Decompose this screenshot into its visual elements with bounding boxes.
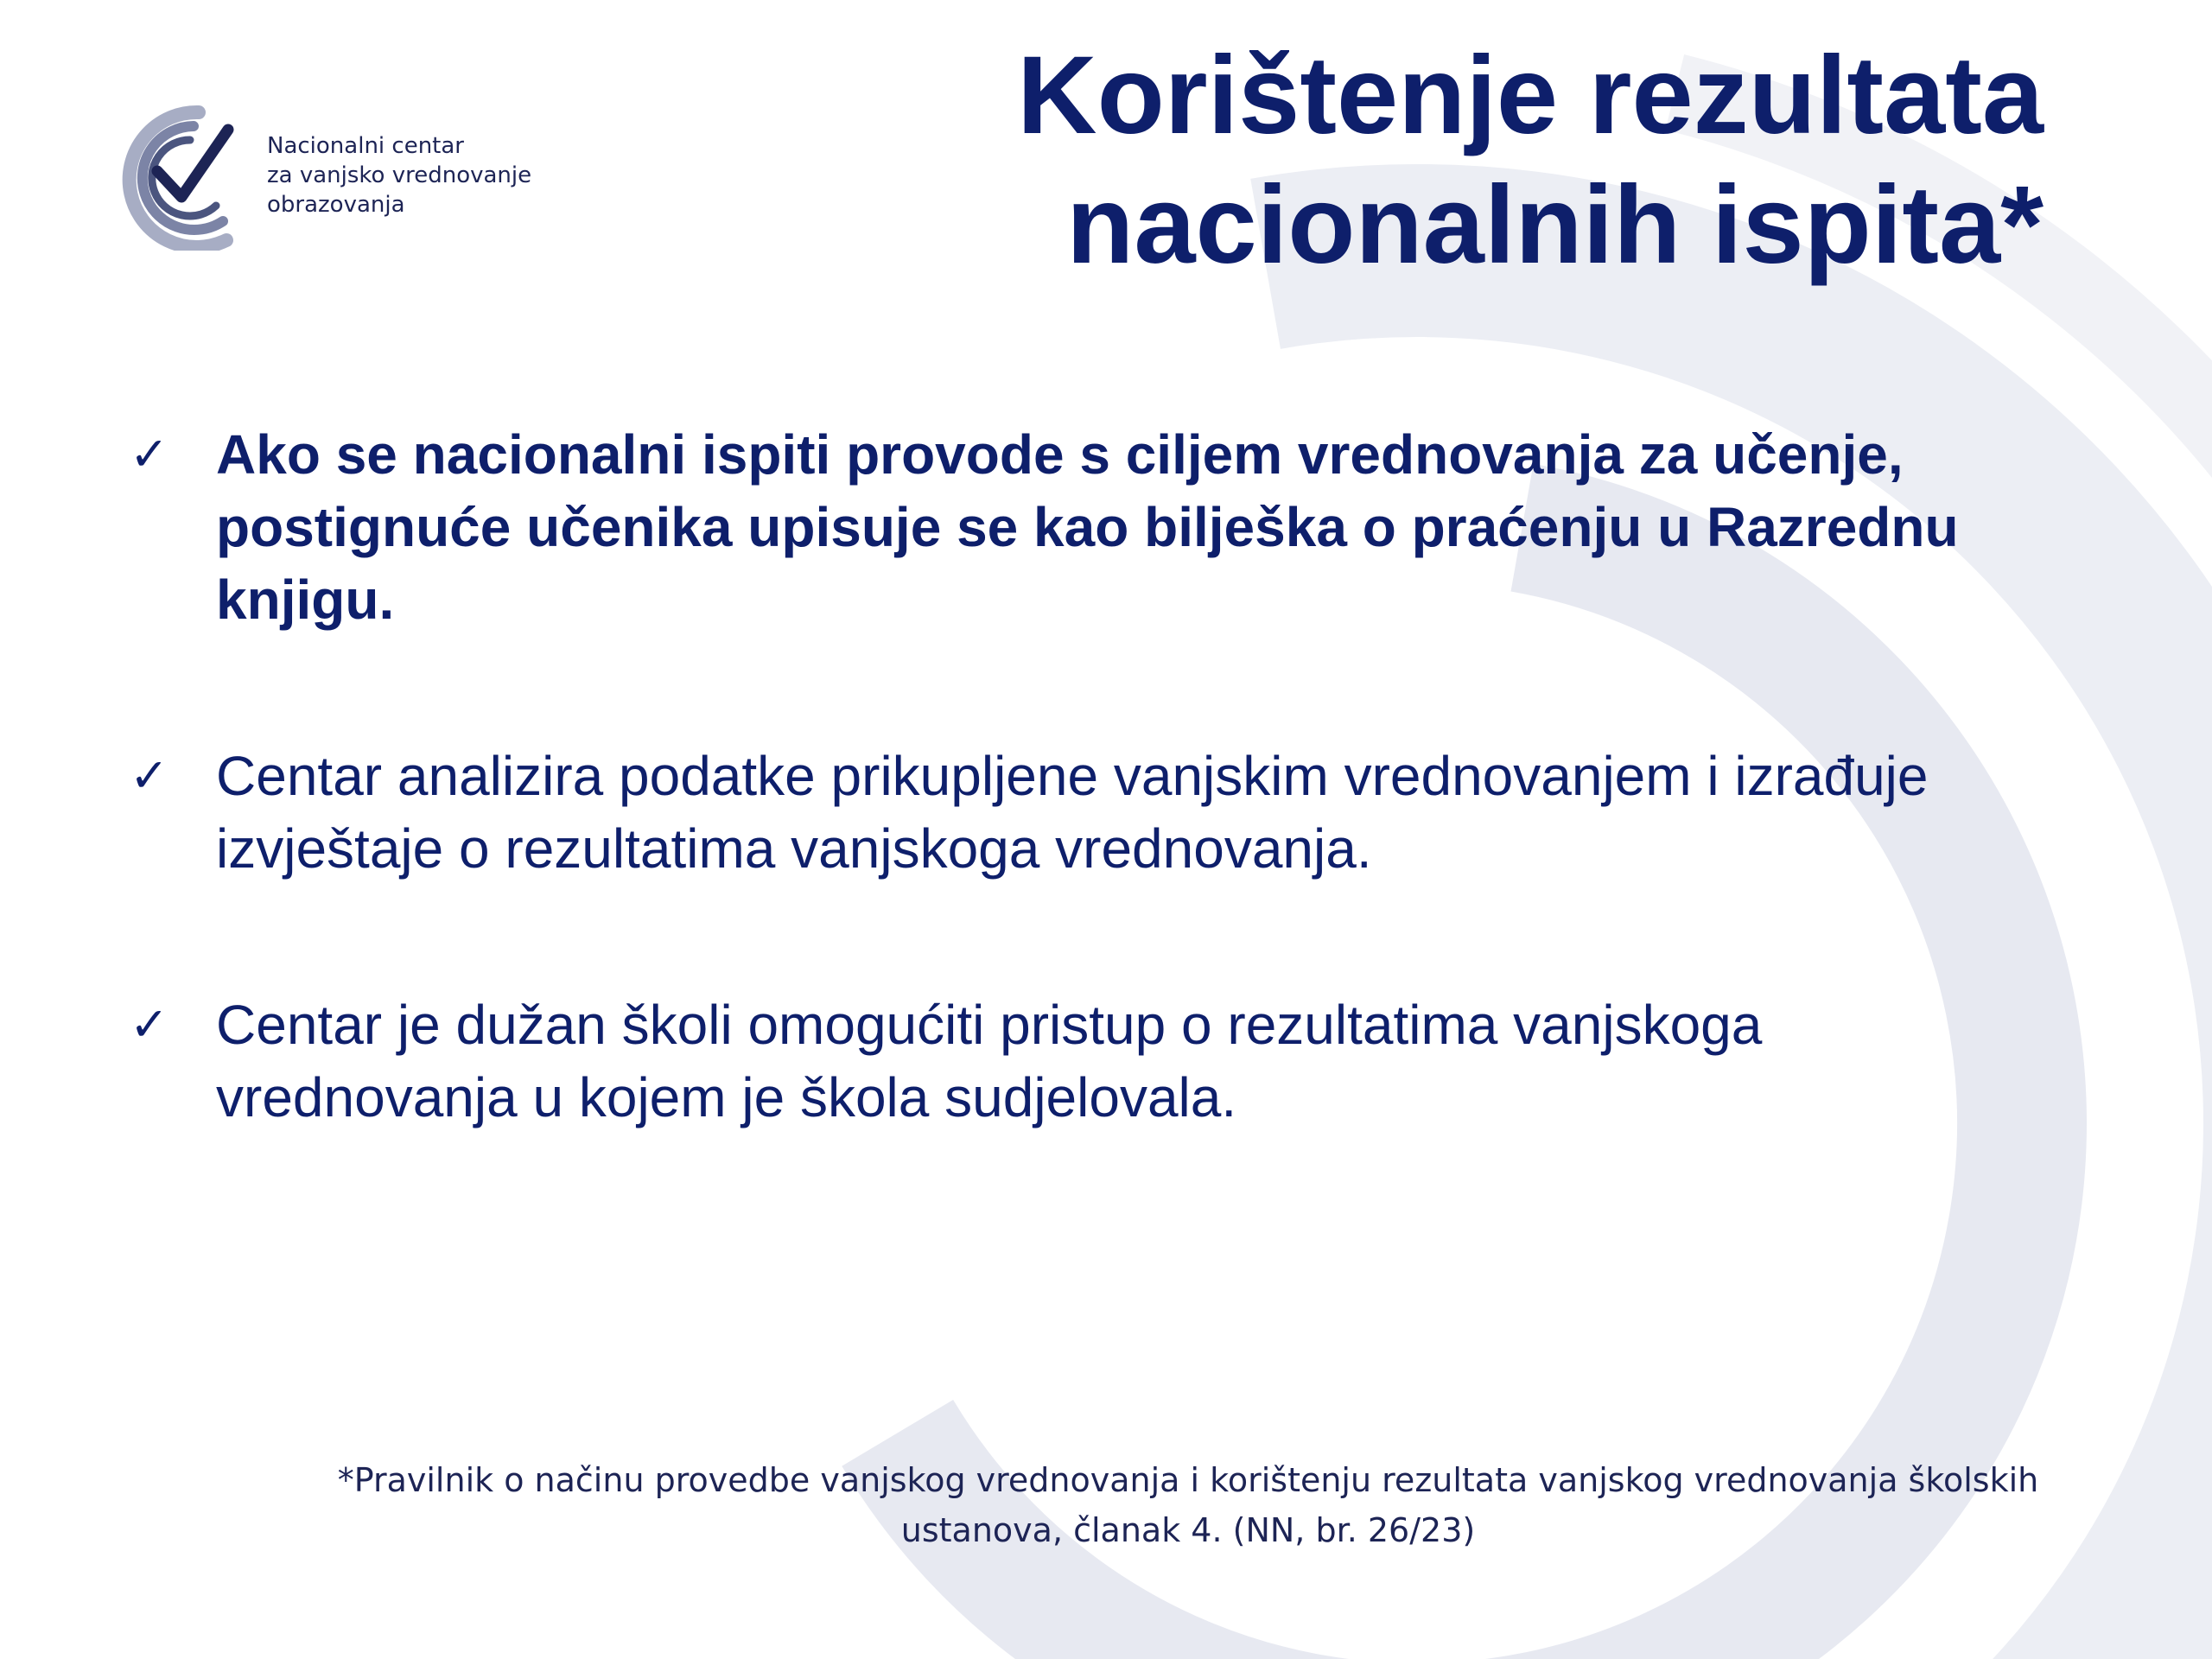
footnote-line-1: *Pravilnik o načinu provedbe vanjskog vrednovanja i korištenju rezultata vanjskog vrednovanja školskih bbox=[337, 1461, 2039, 1499]
bullet-list bbox=[130, 418, 2074, 1134]
title-line-1: Korištenje rezultata bbox=[1017, 34, 2044, 157]
bullet-item-1 bbox=[130, 418, 2074, 636]
checkmark-icon: ✓ bbox=[130, 997, 169, 1052]
bullet-text-1: Ako se nacionalni ispiti provode s ciljem vrednovanja za učenje, postignuće učenika upisuje se kao bilješka o praćenju u Razrednu knjigu. bbox=[216, 423, 1959, 631]
page-title bbox=[1017, 31, 2044, 290]
bullet-text-2: Centar analizira podatke prikupljene vanjskim vrednovanjem i izrađuje izvještaje o rezultatima vanjskoga vrednovanja. bbox=[216, 745, 1929, 880]
title-line-2: nacionalnih ispita* bbox=[1066, 163, 2044, 287]
bullet-text-3: Centar je dužan školi omogućiti pristup o rezultatima vanjskoga vrednovanja u kojem je škola sudjelovala. bbox=[216, 994, 1763, 1128]
bullet-item-2 bbox=[130, 740, 2074, 885]
logo-line-3: obrazovanja bbox=[267, 192, 405, 218]
footnote-line-2: ustanova, članak 4. (NN, br. 26/23) bbox=[900, 1511, 1476, 1549]
checkmark-icon: ✓ bbox=[130, 427, 169, 481]
footnote bbox=[173, 1455, 2203, 1555]
checkmark-icon: ✓ bbox=[130, 748, 169, 803]
logo-organization-name bbox=[267, 131, 531, 219]
bullet-item-3 bbox=[130, 988, 2074, 1134]
checkmark-circle-logo-icon bbox=[97, 95, 287, 251]
logo-line-2: za vanjsko vrednovanje bbox=[267, 162, 532, 188]
logo-line-1: Nacionalni centar bbox=[267, 133, 464, 159]
